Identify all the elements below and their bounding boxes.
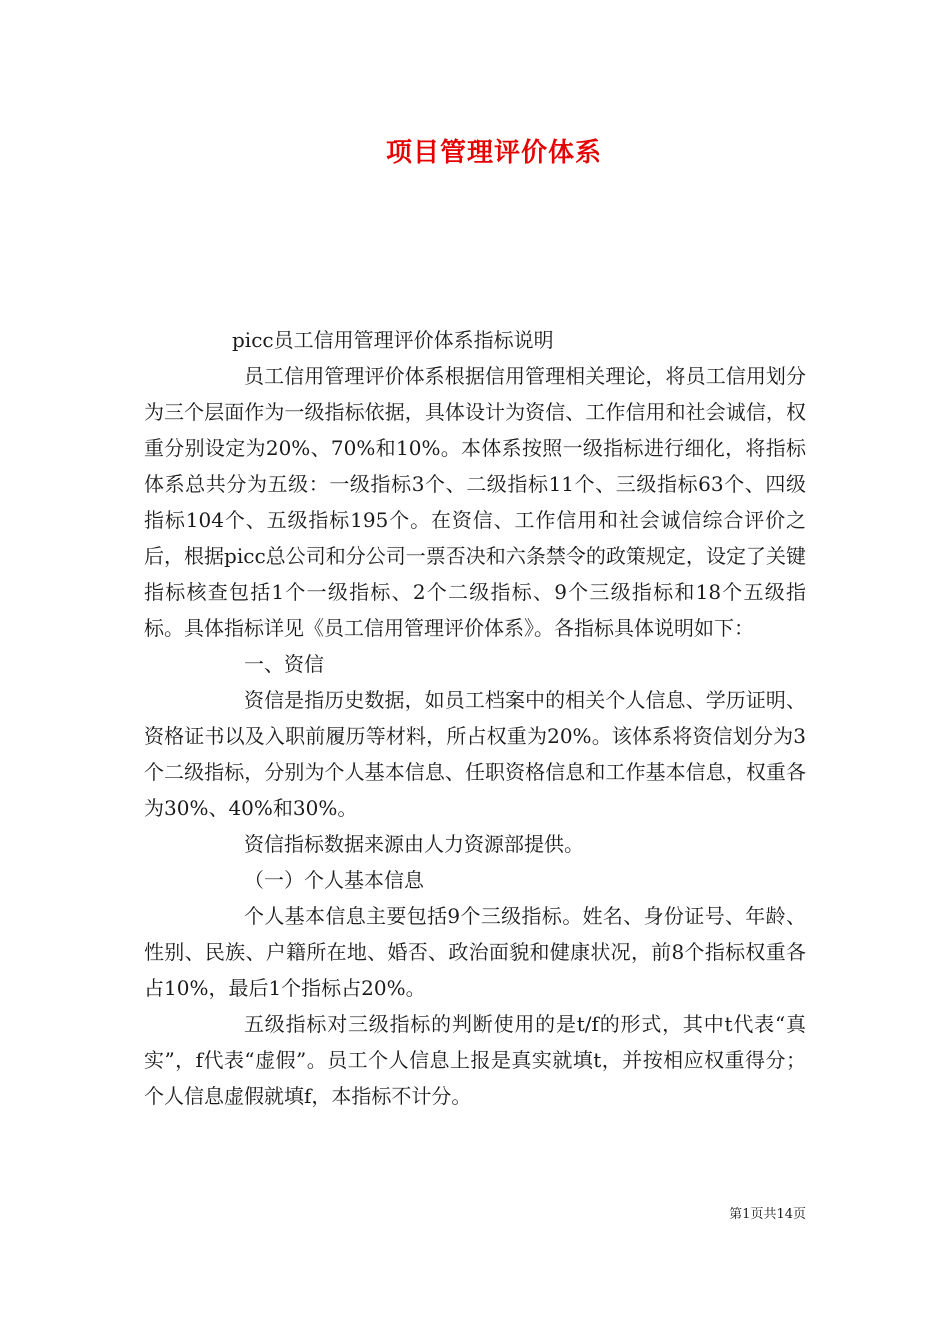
paragraph-tf-judgement: 五级指标对三级指标的判断使用的是t/f的形式，其中t代表“真实”，f代表“虚假”。员工个人信息上报是真实就填t，并按相应权重得分；个人信息虚假就填f，本指标不计分。 [144,1012,806,1108]
paragraph-zixin-source: 资信指标数据来源由人力资源部提供。 [244,832,584,856]
subsection-heading-personal-info: （一）个人基本信息 [244,868,424,892]
document-body [144,322,806,1114]
paragraph-intro: 员工信用管理评价体系根据信用管理相关理论，将员工信用划分为三个层面作为一级指标依据，具体设计为资信、工作信用和社会诚信，权重分别设定为20%、70%和10%。本体系按照一级指标进行细化，将指标体系总共分为五级：一级指标3个、二级指标11个、三级指标63个、四级指标104个、五级指标195个。在资信、工作信用和社会诚信综合评价之后，根据picc总公司和分公司一票否决和六条禁令的政策规定，设定了关键指标核查包括1个一级指标、2个二级指标、9个三级指标和18个五级指标。具体指标详见《员工信用管理评价体系》。各指标具体说明如下： [144,364,806,640]
document-subtitle: picc员工信用管理评价体系指标说明 [232,328,554,352]
paragraph-zixin-definition: 资信是指历史数据，如员工档案中的相关个人信息、学历证明、资格证书以及入职前履历等材料，所占权重为20%。该体系将资信划分为3个二级指标，分别为个人基本信息、任职资格信息和工作基本信息，权重各为30%、40%和30%。 [144,688,806,820]
document-title: 项目管理评价体系 [385,138,602,168]
paragraph-personal-info: 个人基本信息主要包括9个三级指标。姓名、身份证号、年龄、性别、民族、户籍所在地、婚否、政治面貌和健康状况，前8个指标权重各占10%，最后1个指标占20%。 [144,904,806,1000]
section-heading-zixin: 一、资信 [244,652,324,676]
page-number-footer: 第1页共14页 [729,1207,806,1222]
